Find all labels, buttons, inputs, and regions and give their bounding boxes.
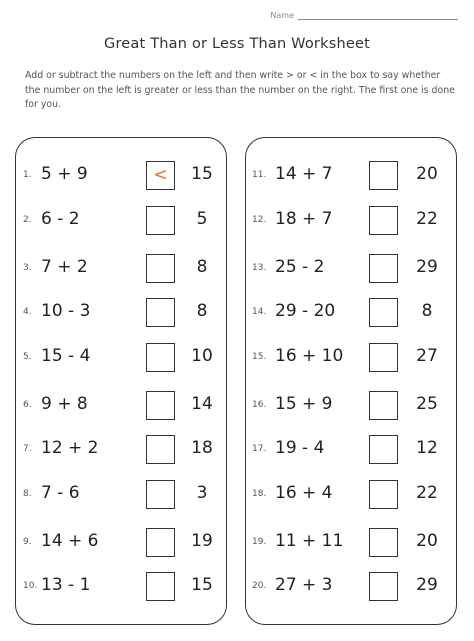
problem-number: 20. <box>252 581 267 591</box>
problem-number: 5. <box>23 352 32 362</box>
problem-expression: 25 - 2 <box>275 257 325 277</box>
problem-row <box>246 298 456 328</box>
problem-expression: 15 + 9 <box>275 394 333 414</box>
comparison-number: 8 <box>196 257 208 277</box>
problem-row <box>246 528 456 558</box>
answer-box[interactable]: < <box>146 161 175 190</box>
problem-number: 19. <box>252 537 267 547</box>
comparison-number: 5 <box>196 209 208 229</box>
problem-number: 3. <box>23 263 32 273</box>
problem-number: 15. <box>252 352 267 362</box>
problems-panel-right <box>245 137 457 625</box>
problem-row <box>16 480 226 510</box>
comparison-number: 22 <box>416 483 438 503</box>
comparison-number: 14 <box>191 394 213 414</box>
problem-expression: 6 - 2 <box>41 209 80 229</box>
answer-box[interactable] <box>146 391 175 420</box>
answer-box[interactable] <box>369 298 398 327</box>
problem-row <box>16 298 226 328</box>
comparison-number: 20 <box>416 531 438 551</box>
problem-number: 4. <box>23 307 32 317</box>
problem-number: 8. <box>23 489 32 499</box>
answer-box[interactable] <box>146 206 175 235</box>
problem-number: 10. <box>23 581 38 591</box>
problem-row <box>246 391 456 421</box>
answer-box[interactable] <box>369 572 398 601</box>
comparison-number: 8 <box>421 301 433 321</box>
answer-box[interactable] <box>146 298 175 327</box>
problem-number: 12. <box>252 215 267 225</box>
problem-row <box>16 343 226 373</box>
problem-row <box>16 161 226 191</box>
answer-box[interactable] <box>369 480 398 509</box>
problem-expression: 29 - 20 <box>275 301 336 321</box>
answer-box[interactable] <box>146 528 175 557</box>
problem-expression: 27 + 3 <box>275 575 333 595</box>
answer-box[interactable] <box>146 480 175 509</box>
problem-expression: 9 + 8 <box>41 394 88 414</box>
comparison-number: 22 <box>416 209 438 229</box>
comparison-number: 27 <box>416 346 438 366</box>
problem-expression: 18 + 7 <box>275 209 333 229</box>
problem-expression: 15 - 4 <box>41 346 91 366</box>
problem-expression: 7 + 2 <box>41 257 88 277</box>
comparison-number: 10 <box>191 346 213 366</box>
problem-number: 1. <box>23 170 32 180</box>
problem-number: 16. <box>252 400 267 410</box>
worksheet-title: Great Than or Less Than Worksheet <box>104 36 370 52</box>
answer-box[interactable] <box>146 435 175 464</box>
problem-expression: 19 - 4 <box>275 438 325 458</box>
problem-number: 7. <box>23 444 32 454</box>
answer-box[interactable] <box>369 254 398 283</box>
problem-expression: 16 + 10 <box>275 346 344 366</box>
problem-expression: 12 + 2 <box>41 438 99 458</box>
comparison-number: 12 <box>416 438 438 458</box>
comparison-number: 19 <box>191 531 213 551</box>
problem-row <box>246 480 456 510</box>
comparison-number: 15 <box>191 575 213 595</box>
comparison-number: 8 <box>196 301 208 321</box>
problem-number: 13. <box>252 263 267 273</box>
problem-row <box>246 435 456 465</box>
comparison-number: 29 <box>416 257 438 277</box>
comparison-number: 3 <box>196 483 208 503</box>
problems-panel-left <box>15 137 227 625</box>
problem-expression: 10 - 3 <box>41 301 91 321</box>
instructions-text: Add or subtract the numbers on the left and then write > or < in the box to say whether the number on the left is greater or less than the number on the right. The first one is done for you. <box>25 70 455 110</box>
problem-expression: 7 - 6 <box>41 483 80 503</box>
comparison-number: 15 <box>191 164 213 184</box>
comparison-number: 25 <box>416 394 438 414</box>
problem-row <box>16 572 226 602</box>
problem-row <box>246 343 456 373</box>
problem-row <box>16 435 226 465</box>
problem-number: 6. <box>23 400 32 410</box>
problem-expression: 13 - 1 <box>41 575 91 595</box>
comparison-number: 20 <box>416 164 438 184</box>
problem-row <box>16 391 226 421</box>
comparison-number: 29 <box>416 575 438 595</box>
problem-number: 2. <box>23 215 32 225</box>
answer-box[interactable] <box>146 254 175 283</box>
answer-box[interactable] <box>369 528 398 557</box>
problem-number: 9. <box>23 537 32 547</box>
answer-box[interactable] <box>146 343 175 372</box>
problem-row <box>16 528 226 558</box>
problem-expression: 14 + 6 <box>41 531 99 551</box>
answer-box[interactable] <box>369 161 398 190</box>
problem-row <box>246 572 456 602</box>
comparison-number: 18 <box>191 438 213 458</box>
answer-box[interactable] <box>369 206 398 235</box>
problem-expression: 14 + 7 <box>275 164 333 184</box>
problem-row <box>246 206 456 236</box>
name-input-line[interactable] <box>298 10 458 20</box>
problem-number: 18. <box>252 489 267 499</box>
problem-expression: 5 + 9 <box>41 164 88 184</box>
problem-row <box>246 254 456 284</box>
problem-expression: 16 + 4 <box>275 483 333 503</box>
problem-number: 17. <box>252 444 267 454</box>
name-label: Name <box>270 11 294 20</box>
problem-row <box>16 206 226 236</box>
problem-row <box>16 254 226 284</box>
answer-box[interactable] <box>369 435 398 464</box>
problem-expression: 11 + 11 <box>275 531 344 551</box>
name-field <box>270 10 458 20</box>
answer-box[interactable] <box>369 343 398 372</box>
problem-number: 11. <box>252 170 267 180</box>
answer-box[interactable] <box>369 391 398 420</box>
problem-row <box>246 161 456 191</box>
answer-box[interactable] <box>146 572 175 601</box>
problem-number: 14. <box>252 307 267 317</box>
